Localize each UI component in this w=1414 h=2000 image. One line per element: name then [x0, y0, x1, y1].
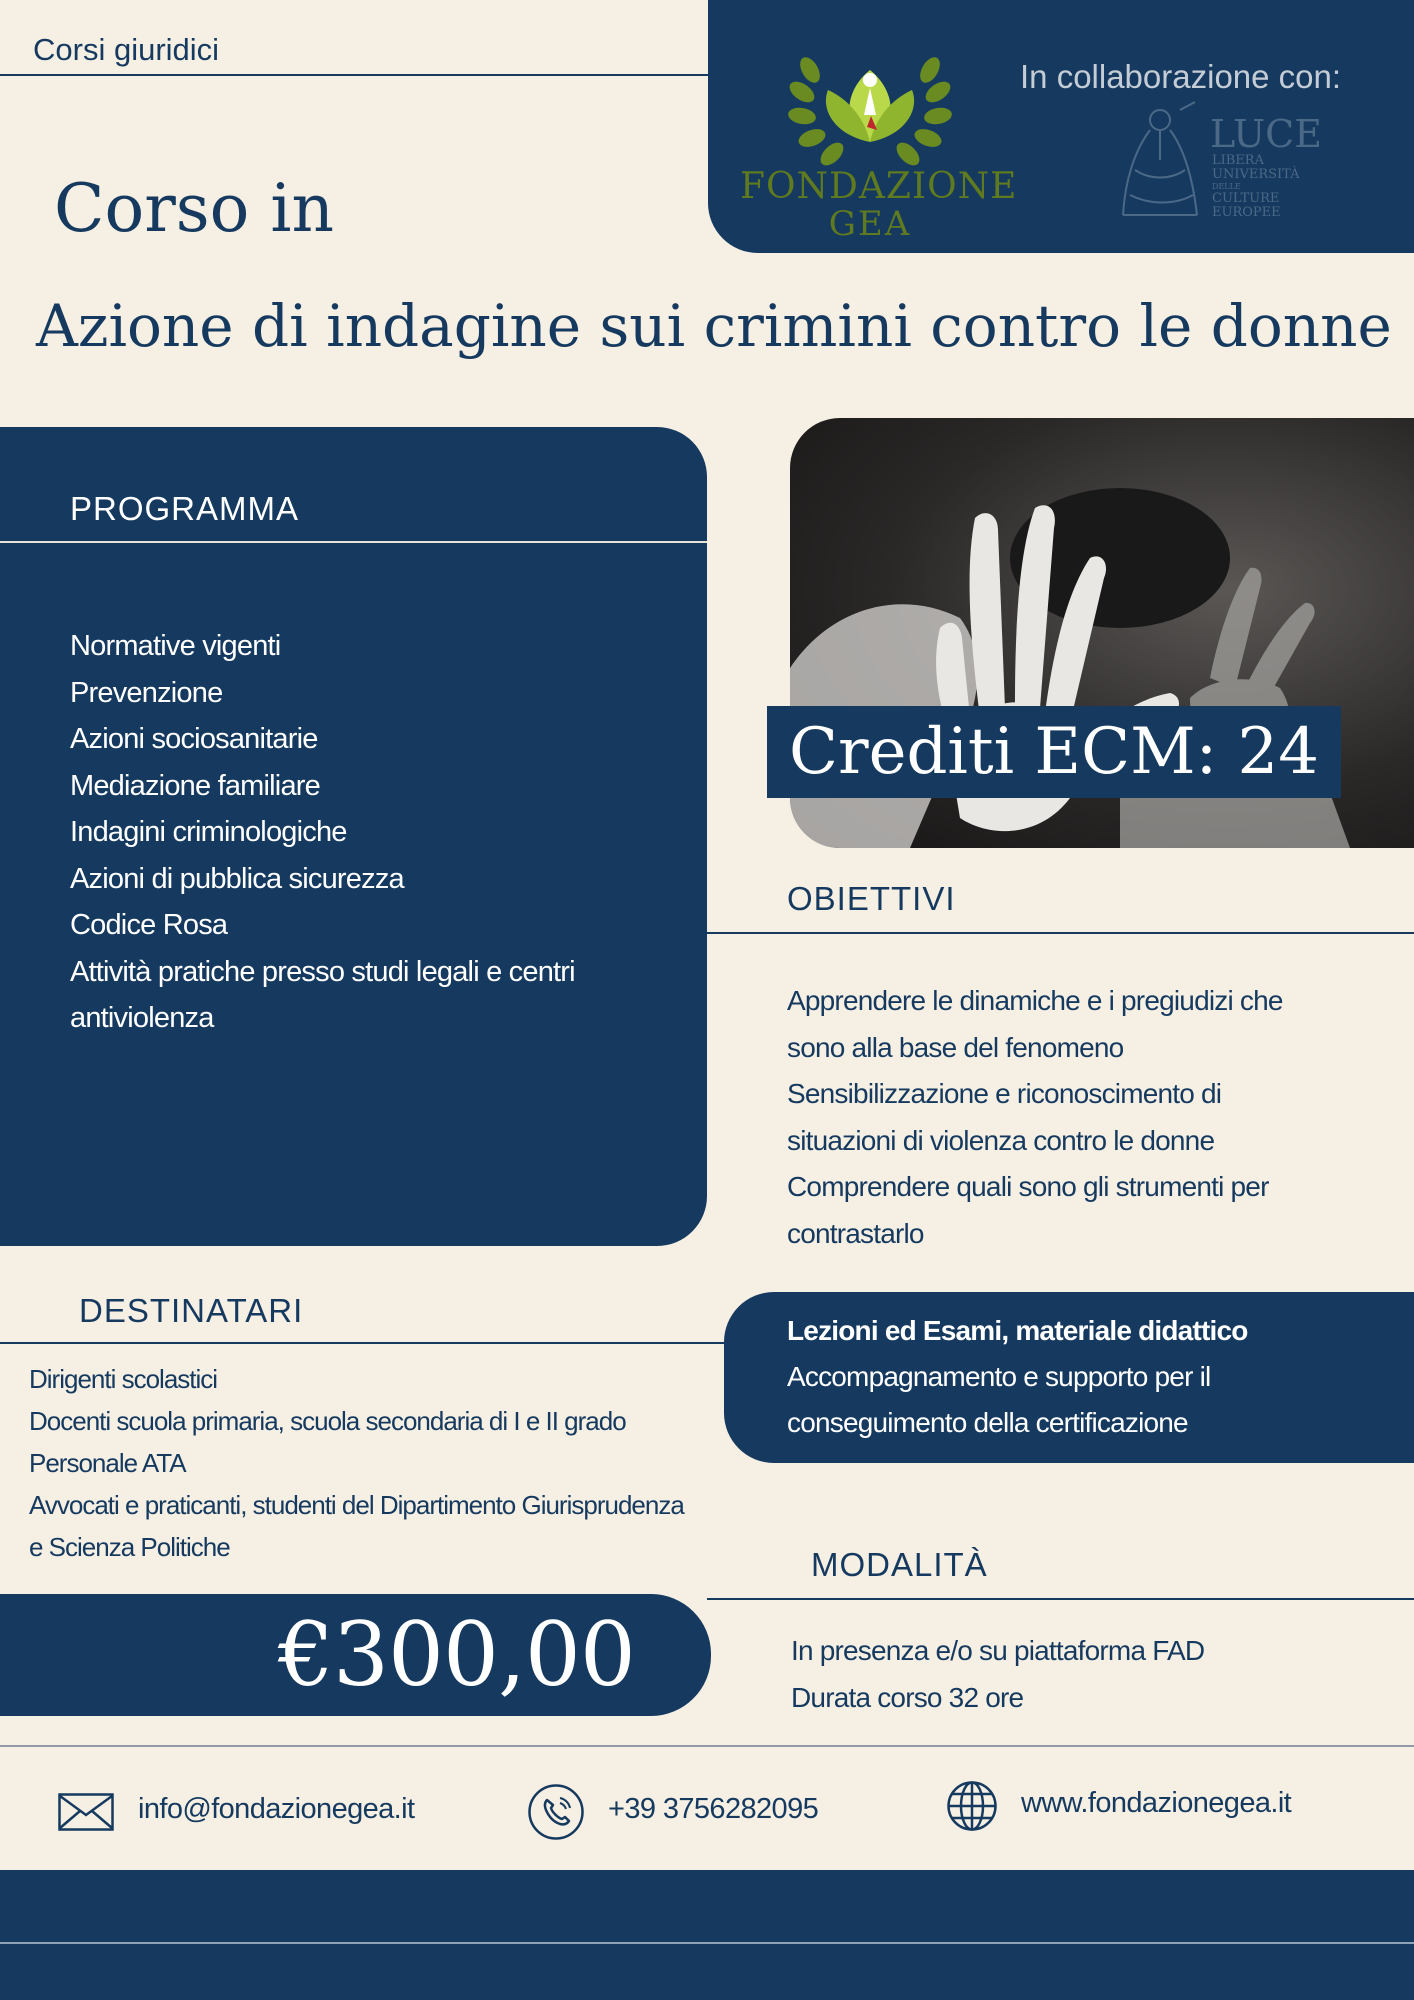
price-text: €300,00: [278, 1603, 635, 1706]
gea-logo-line2: GEA: [828, 204, 912, 244]
obiettivi-heading: OBIETTIVI: [787, 880, 956, 917]
contacts-divider: [0, 1745, 1414, 1747]
destinatari-divider: [0, 1342, 728, 1344]
luce-name: LUCE: [1210, 112, 1322, 156]
course-prefix: Corso in: [54, 170, 334, 247]
ecm-credits-text: Crediti ECM: 24: [789, 715, 1319, 789]
lezioni-bold-line: Lezioni ed Esami, materiale didattico: [787, 1315, 1248, 1346]
list-item: Normative vigenti: [70, 630, 281, 662]
list-item: Comprendere quali sono gli strumenti per: [787, 1171, 1269, 1202]
list-item: Dirigenti scolastici: [29, 1364, 218, 1394]
contact-website[interactable]: www.fondazionegea.it: [1021, 1787, 1292, 1819]
list-item: Prevenzione: [70, 676, 223, 709]
luce-logo: [1105, 100, 1335, 230]
contact-phone[interactable]: +39 3756282095: [608, 1793, 819, 1825]
list-item: Indagini criminologiche: [70, 816, 347, 848]
obiettivi-list: [787, 978, 1283, 1257]
mail-icon: [58, 1793, 114, 1831]
list-item: situazioni di violenza contro le donne: [787, 1124, 1215, 1156]
list-item: e Scienza Politiche: [29, 1532, 230, 1562]
globe-icon: [946, 1780, 998, 1832]
lezioni-text: [787, 1308, 1248, 1446]
list-item: Azioni di pubblica sicurezza: [70, 862, 404, 895]
obiettivi-divider: [707, 932, 1414, 934]
classical-figure-icon: [1105, 100, 1210, 225]
destinatari-list: [29, 1358, 684, 1568]
list-item: contrastarlo: [787, 1217, 924, 1249]
gea-logo-line1: FONDAZIONE: [740, 166, 1018, 207]
list-item: Avvocati e praticanti, studenti del Dipartimento Giurisprudenza: [29, 1490, 684, 1520]
list-item: Codice Rosa: [70, 909, 228, 941]
list-item: Attività pratiche presso studi legali e centri: [70, 955, 575, 988]
modalita-text: [791, 1628, 1204, 1721]
list-item: Docenti scuola primaria, scuola secondaria di I e II grado: [29, 1406, 626, 1436]
footer-band: [0, 1870, 1414, 2000]
contact-email[interactable]: info@fondazionegea.it: [138, 1793, 415, 1825]
list-item: Mediazione familiare: [70, 769, 320, 802]
destinatari-heading: DESTINATARI: [79, 1292, 304, 1329]
modalita-heading: MODALITÀ: [811, 1546, 988, 1583]
programma-divider: [0, 541, 707, 543]
luce-subtitle: LIBERA UNIVERSITÀ DELLE CULTURE EUROPEE: [1212, 153, 1300, 220]
gea-logo: [740, 30, 1018, 245]
list-item: Azioni sociosanitarie: [70, 723, 318, 755]
course-title: Azione di indagine sui crimini contro le donne: [36, 292, 1392, 360]
lezioni-line: Accompagnamento e supporto per il: [787, 1361, 1211, 1392]
programma-list: [70, 623, 575, 1042]
list-item: antiviolenza: [70, 1002, 214, 1034]
category-label: Corsi giuridici: [33, 32, 220, 67]
programma-heading: PROGRAMMA: [70, 490, 300, 527]
laurel-lotus-icon: [740, 30, 1000, 180]
phone-icon: [527, 1783, 585, 1841]
collaboration-label: In collaborazione con:: [1020, 58, 1342, 95]
modalita-line: Durata corso 32 ore: [791, 1681, 1024, 1713]
lezioni-line: conseguimento della certificazione: [787, 1407, 1188, 1438]
modalita-divider: [707, 1598, 1414, 1600]
modalita-line: In presenza e/o su piattaforma FAD: [791, 1635, 1205, 1666]
list-item: Apprendere le dinamiche e i pregiudizi che: [787, 985, 1283, 1016]
header-divider: [0, 74, 708, 76]
list-item: sono alla base del fenomeno: [787, 1031, 1124, 1063]
list-item: Sensibilizzazione e riconoscimento di: [787, 1078, 1222, 1109]
footer-divider: [0, 1942, 1414, 1944]
list-item: Personale ATA: [29, 1448, 186, 1478]
